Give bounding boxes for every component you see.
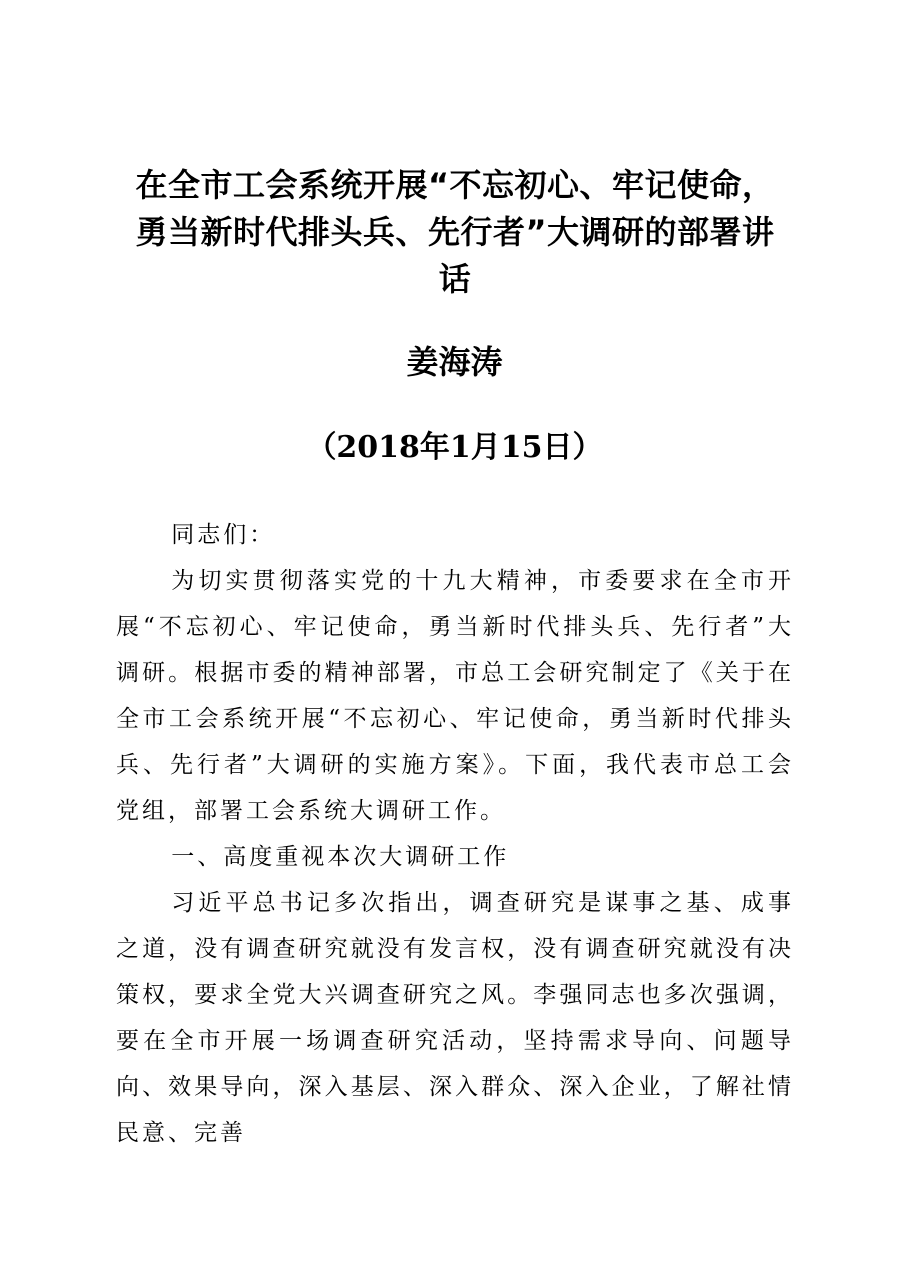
salutation: 同志们： bbox=[171, 522, 276, 548]
paragraph-section-1: 习近平总书记多次指出，调查研究是谋事之基、成事之道，没有调查研究就没有发言权，没有调查研究就没有决策权，要求全党大兴调查研究之风。李强同志也多次强调，要在全市开展一场调查研究活动，坚持需求导向、问题导向、效果导向，深入基层、深入群众、深入企业，了解社情民意、完善 bbox=[116, 890, 794, 1146]
title-line-1: 在全市工会系统开展“不忘初心、牢记使命， bbox=[135, 166, 775, 204]
author-name: 姜海涛 bbox=[406, 343, 503, 381]
document-title bbox=[100, 162, 810, 303]
section-heading-1: 一、高度重视本次大调研工作 bbox=[171, 844, 510, 870]
speech-body bbox=[116, 512, 794, 1156]
speech-date: （2018年1月15日） bbox=[306, 430, 603, 465]
title-line-3: 话 bbox=[438, 260, 472, 298]
paragraph-intro: 为切实贯彻落实党的十九大精神，市委要求在全市开展“不忘初心、牢记使命，勇当新时代排头兵、先行者”大调研。根据市委的精神部署，市总工会研究制定了《关于在全市工会系统开展“不忘初心、牢记使命，勇当新时代排头兵、先行者”大调研的实施方案》。下面，我代表市总工会党组，部署工会系统大调研工作。 bbox=[116, 568, 794, 824]
title-line-2: 勇当新时代排头兵、先行者”大调研的部署讲 bbox=[135, 213, 775, 251]
